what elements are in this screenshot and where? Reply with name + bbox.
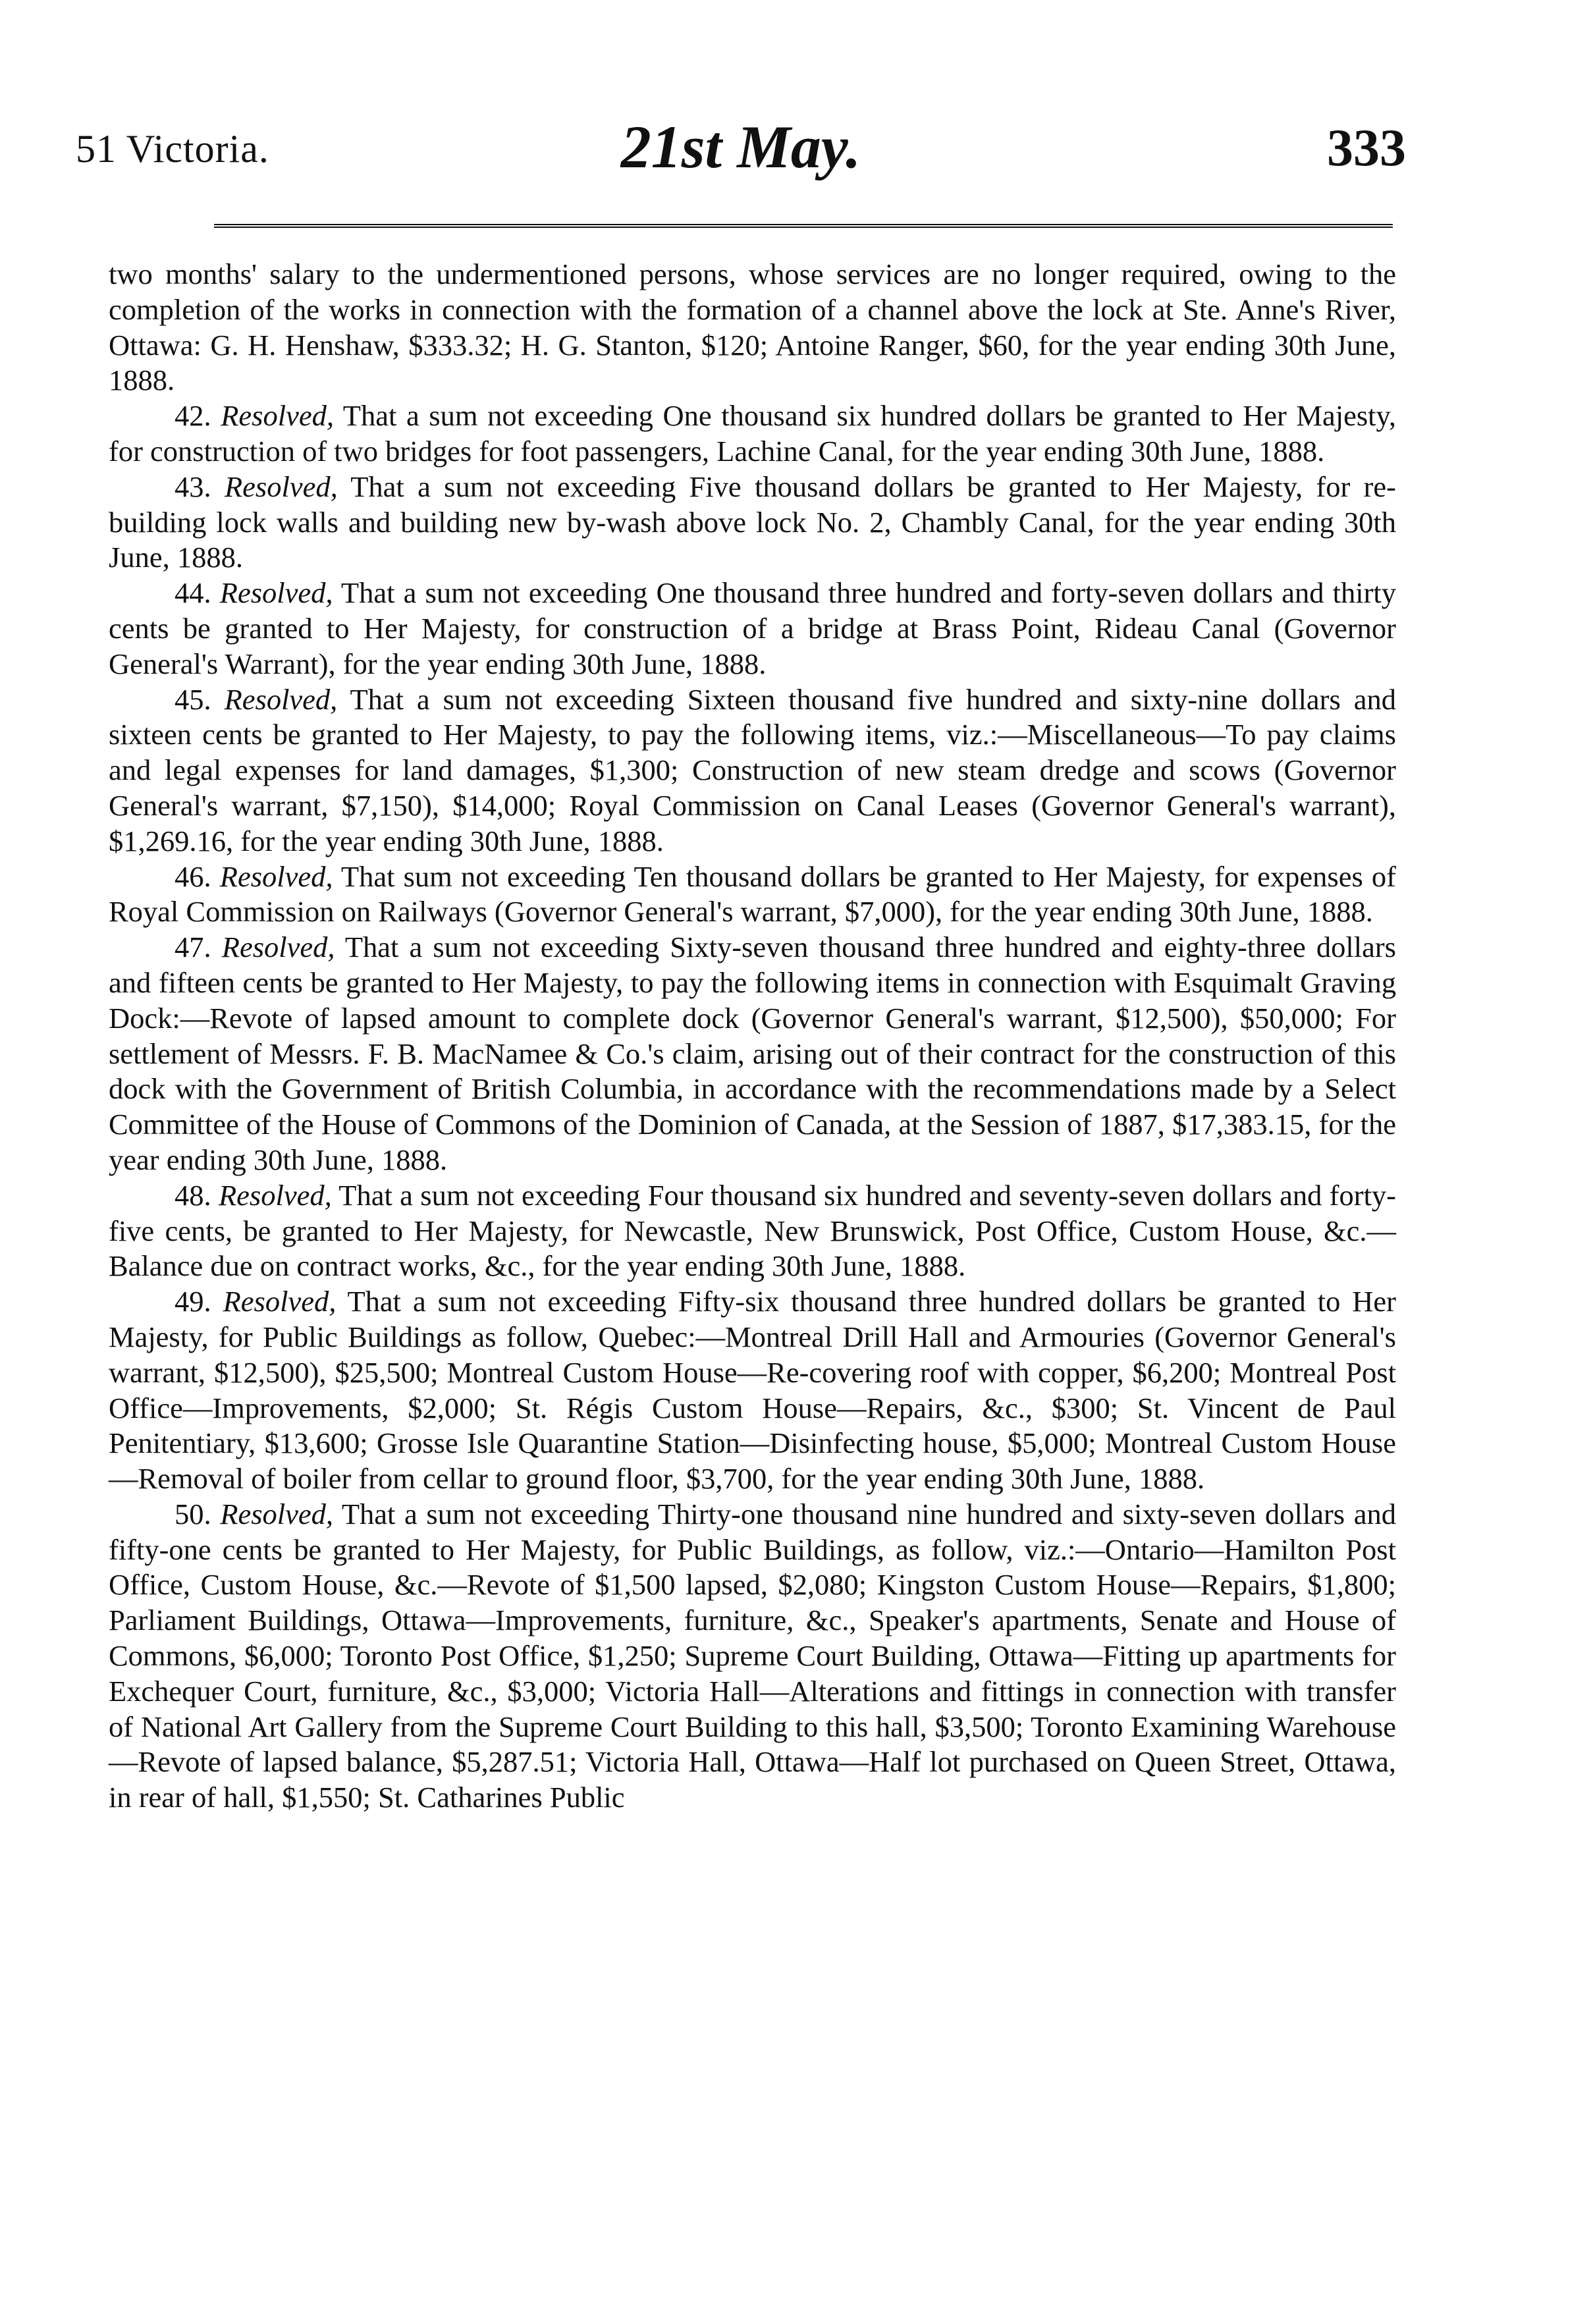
resolved-label: Resolved,	[218, 1178, 332, 1212]
paragraph-text: That a sum not exceeding Five thousand dollars be granted to Her Majesty, for re-building lock walls and building new by-wash above lock No. 2, Chambly Canal, for the year ending 30th June, 1888.	[109, 470, 1397, 574]
resolved-label: Resolved,	[219, 576, 333, 610]
resolution-48	[109, 1178, 1396, 1284]
header-rule	[214, 224, 1393, 228]
resolution-45	[109, 682, 1396, 859]
resolved-label: Resolved,	[224, 470, 338, 503]
page-number: 333	[1327, 119, 1406, 177]
resolution-number: 49.	[175, 1285, 211, 1318]
resolution-49	[109, 1284, 1396, 1497]
paragraph-text: That sum not exceeding Ten thousand dollars be granted to Her Majesty, for expenses of Royal Commission on Railways (Governor General's warrant, $7,000), for the year ending 30th June, 1888.	[109, 859, 1397, 929]
paragraph-text: two months' salary to the undermentioned persons, whose services are no longer required, owing to the completion of the works in connection with the formation of a channel above the lock at Ste. Anne's River, Ottawa: G. H. Henshaw, $333.32; H. G. Stanton, $120; Antoine Ranger, $60, for the year ending 30th June, 1888.	[109, 257, 1396, 397]
page-body	[109, 257, 1396, 1816]
paragraph-continued	[109, 257, 1396, 398]
resolved-label: Resolved,	[221, 931, 335, 964]
resolved-label: Resolved,	[224, 682, 338, 716]
running-head-date: 21st May.	[620, 113, 861, 180]
page-header	[76, 112, 1406, 204]
resolution-number: 50.	[175, 1497, 211, 1530]
resolution-number: 48.	[175, 1178, 211, 1212]
resolved-label: Resolved,	[221, 399, 334, 433]
resolution-47	[109, 930, 1396, 1178]
paragraph-text: That a sum not exceeding One thousand six hundred dollars be granted to Her Majesty, for construction of two bridges for foot passengers, Lachine Canal, for the year ending 30th June, 1888.	[109, 399, 1396, 468]
paragraph-text: That a sum not exceeding Thirty-one thousand nine hundred and sixty-seven dollars and fifty-one cents be granted to Her Majesty, for Public Buildings, as follow, viz.:—Ontario—Hamilton Post Office, Custom House, &c.—Revote of $1,500 lapsed, $2,080; Kingston Custom House—Repairs, $1,800; Parliament Buildings, Ottawa—Improvements, furniture, &c., Speaker's apartments, Senate and House of Commons, $6,000; Toronto Post Office, $1,250; Supreme Court Building, Ottawa—Fitting up apartments for Exchequer Court, furniture, &c., $3,000; Victoria Hall—Alterations and fittings in connection with transfer of National Art Gallery from the Supreme Court Building to this hall, $3,500; Toronto Examining Warehouse—Revote of lapsed balance, $5,287.51; Victoria Hall, Ottawa—Half lot purchased on Queen Street, Ottawa, in rear of hall, $1,550; St. Catharines Public	[109, 1497, 1397, 1814]
paragraph-text: That a sum not exceeding Sixty-seven thousand three hundred and eighty-three dollars and fifteen cents be granted to Her Majesty, to pay the following items in connection with Esquimalt Graving Dock:—Revote of lapsed amount to complete dock (Governor General's warrant, $12,500), $50,000; For settlement of Messrs. F. B. MacNamee & Co.'s claim, arising out of their contract for the construction of this dock with the Government of British Columbia, in accordance with the recommendations made by a Select Committee of the House of Commons of the Dominion of Canada, at the Session of 1887, $17,383.15, for the year ending 30th June, 1888.	[109, 931, 1396, 1176]
resolution-46	[109, 859, 1396, 931]
resolved-label: Resolved,	[220, 1497, 334, 1530]
resolved-label: Resolved,	[223, 1285, 337, 1318]
resolution-43	[109, 470, 1396, 576]
resolved-label: Resolved,	[219, 859, 333, 893]
resolution-50	[109, 1497, 1396, 1816]
paragraph-text: That a sum not exceeding Fifty-six thousand three hundred dollars be granted to Her Majesty, for Public Buildings as follow, Quebec:—Montreal Drill Hall and Armouries (Governor General's warrant, $12,500), $25,500; Montreal Custom House—Re-covering roof with copper, $6,200; Montreal Post Office—Improvements, $2,000; St. Régis Custom House—Repairs, &c., $300; St. Vincent de Paul Penitentiary, $13,600; Grosse Isle Quarantine Station—Disinfecting house, $5,000; Montreal Custom House—Removal of boiler from cellar to ground floor, $3,700, for the year ending 30th June, 1888.	[109, 1285, 1396, 1496]
running-head-left: 51 Victoria.	[76, 127, 269, 171]
resolution-number: 44.	[175, 576, 211, 610]
resolution-42	[109, 398, 1396, 470]
paragraph-text: That a sum not exceeding Sixteen thousand five hundred and sixty-nine dollars and sixteen cents be granted to Her Majesty, to pay the following items, viz.:—Miscellaneous—To pay claims and legal expenses for land damages, $1,300; Construction of new steam dredge and scows (Governor General's warrant, $7,150), $14,000; Royal Commission on Canal Leases (Governor General's warrant), $1,269.16, for the year ending 30th June, 1888.	[109, 682, 1396, 857]
resolution-number: 45.	[175, 682, 211, 716]
resolution-44	[109, 576, 1396, 682]
resolution-number: 42.	[175, 399, 211, 433]
resolution-number: 43.	[175, 470, 211, 503]
paragraph-text: That a sum not exceeding Four thousand six hundred and seventy-seven dollars and forty-five cents, be granted to Her Majesty, for Newcastle, New Brunswick, Post Office, Custom House, &c.—Balance due on contract works, &c., for the year ending 30th June, 1888.	[109, 1178, 1396, 1283]
resolution-number: 47.	[175, 931, 211, 964]
paragraph-text: That a sum not exceeding One thousand three hundred and forty-seven dollars and thirty cents be granted to Her Majesty, for construction of a bridge at Brass Point, Rideau Canal (Governor General's Warrant), for the year ending 30th June, 1888.	[109, 576, 1397, 680]
resolution-number: 46.	[175, 859, 211, 893]
